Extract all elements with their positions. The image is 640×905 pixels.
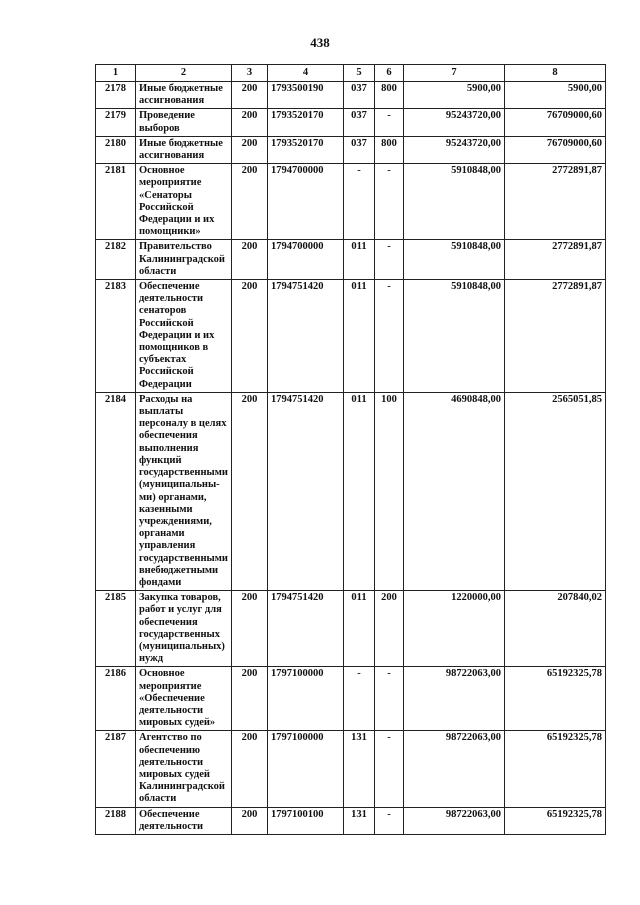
amount-approved-cell: 98722063,00 — [404, 667, 505, 731]
column-header: 8 — [505, 65, 606, 82]
section-code-cell: 200 — [232, 82, 268, 109]
target-article-cell: 1793520170 — [268, 136, 344, 163]
target-article-cell: 1794751420 — [268, 392, 344, 590]
table-row — [96, 82, 606, 109]
expense-type-cell: 200 — [375, 591, 404, 667]
target-article-cell: 1797100000 — [268, 731, 344, 807]
amount-executed-cell: 76709000,60 — [505, 136, 606, 163]
table-row — [96, 731, 606, 807]
ministry-code-cell: 037 — [344, 109, 375, 136]
section-code-cell: 200 — [232, 240, 268, 280]
amount-executed-cell: 2772891,87 — [505, 280, 606, 393]
table-row — [96, 240, 606, 280]
expense-type-cell: 100 — [375, 392, 404, 590]
amount-executed-cell: 2772891,87 — [505, 164, 606, 240]
expense-type-cell: 800 — [375, 82, 404, 109]
table-row — [96, 392, 606, 590]
description-cell: Основное мероприятие «Обеспечение деятельности мировых судей» — [136, 667, 232, 731]
row-number-cell: 2181 — [96, 164, 136, 240]
table-row — [96, 591, 606, 667]
amount-approved-cell: 1220000,00 — [404, 591, 505, 667]
column-header: 1 — [96, 65, 136, 82]
row-number-cell: 2186 — [96, 667, 136, 731]
description-cell: Обеспечение деятельности сенаторов Российской Федерации и их помощников в субъектах Российской Федерации — [136, 280, 232, 393]
amount-approved-cell: 98722063,00 — [404, 807, 505, 834]
expense-type-cell: - — [375, 280, 404, 393]
amount-approved-cell: 5910848,00 — [404, 164, 505, 240]
description-cell: Обеспечение деятельности — [136, 807, 232, 834]
amount-approved-cell: 98722063,00 — [404, 731, 505, 807]
row-number-cell: 2188 — [96, 807, 136, 834]
ministry-code-cell: 131 — [344, 807, 375, 834]
amount-executed-cell: 65192325,78 — [505, 667, 606, 731]
amount-approved-cell: 5900,00 — [404, 82, 505, 109]
expense-type-cell: - — [375, 240, 404, 280]
amount-approved-cell: 95243720,00 — [404, 136, 505, 163]
budget-table — [95, 64, 606, 835]
target-article-cell: 1794751420 — [268, 280, 344, 393]
amount-executed-cell: 65192325,78 — [505, 807, 606, 834]
section-code-cell: 200 — [232, 280, 268, 393]
ministry-code-cell: 011 — [344, 591, 375, 667]
section-code-cell: 200 — [232, 731, 268, 807]
description-cell: Агентство по обеспечению деятельности мировых судей Калининградской области — [136, 731, 232, 807]
column-header: 6 — [375, 65, 404, 82]
ministry-code-cell: 131 — [344, 731, 375, 807]
target-article-cell: 1797100000 — [268, 667, 344, 731]
target-article-cell: 1797100100 — [268, 807, 344, 834]
section-code-cell: 200 — [232, 591, 268, 667]
description-cell: Иные бюджетные ассигнования — [136, 136, 232, 163]
section-code-cell: 200 — [232, 109, 268, 136]
column-header: 5 — [344, 65, 375, 82]
amount-executed-cell: 2772891,87 — [505, 240, 606, 280]
amount-executed-cell: 2565051,85 — [505, 392, 606, 590]
ministry-code-cell: 011 — [344, 280, 375, 393]
section-code-cell: 200 — [232, 136, 268, 163]
expense-type-cell: - — [375, 164, 404, 240]
amount-approved-cell: 95243720,00 — [404, 109, 505, 136]
ministry-code-cell: 037 — [344, 136, 375, 163]
ministry-code-cell: - — [344, 667, 375, 731]
description-cell: Закупка товаров, работ и услуг для обеспечения государственных (муниципальных) нужд — [136, 591, 232, 667]
section-code-cell: 200 — [232, 392, 268, 590]
row-number-cell: 2184 — [96, 392, 136, 590]
column-header: 2 — [136, 65, 232, 82]
table-body — [96, 82, 606, 835]
target-article-cell: 1794700000 — [268, 240, 344, 280]
expense-type-cell: 800 — [375, 136, 404, 163]
target-article-cell: 1794751420 — [268, 591, 344, 667]
description-cell: Иные бюджетные ассигнования — [136, 82, 232, 109]
table-header-row — [96, 65, 606, 82]
row-number-cell: 2180 — [96, 136, 136, 163]
row-number-cell: 2178 — [96, 82, 136, 109]
table-row — [96, 807, 606, 834]
row-number-cell: 2183 — [96, 280, 136, 393]
ministry-code-cell: 037 — [344, 82, 375, 109]
expense-type-cell: - — [375, 667, 404, 731]
table-row — [96, 109, 606, 136]
table-row — [96, 136, 606, 163]
table-row — [96, 667, 606, 731]
amount-executed-cell: 65192325,78 — [505, 731, 606, 807]
expense-type-cell: - — [375, 109, 404, 136]
section-code-cell: 200 — [232, 164, 268, 240]
ministry-code-cell: 011 — [344, 240, 375, 280]
amount-approved-cell: 4690848,00 — [404, 392, 505, 590]
amount-executed-cell: 76709000,60 — [505, 109, 606, 136]
section-code-cell: 200 — [232, 667, 268, 731]
ministry-code-cell: 011 — [344, 392, 375, 590]
column-header: 4 — [268, 65, 344, 82]
amount-executed-cell: 5900,00 — [505, 82, 606, 109]
section-code-cell: 200 — [232, 807, 268, 834]
amount-approved-cell: 5910848,00 — [404, 280, 505, 393]
row-number-cell: 2187 — [96, 731, 136, 807]
amount-approved-cell: 5910848,00 — [404, 240, 505, 280]
ministry-code-cell: - — [344, 164, 375, 240]
column-header: 3 — [232, 65, 268, 82]
target-article-cell: 1793520170 — [268, 109, 344, 136]
expense-type-cell: - — [375, 731, 404, 807]
target-article-cell: 1793500190 — [268, 82, 344, 109]
column-header: 7 — [404, 65, 505, 82]
description-cell: Основное мероприятие «Сенаторы Российской Федерации и их помощники» — [136, 164, 232, 240]
row-number-cell: 2185 — [96, 591, 136, 667]
target-article-cell: 1794700000 — [268, 164, 344, 240]
amount-executed-cell: 207840,02 — [505, 591, 606, 667]
description-cell: Расходы на выплаты персоналу в целях обеспечения выполнения функций государственными (муниципальны-ми) органами, казенными учреждениями, органами управления государственными внебюджетными фондами — [136, 392, 232, 590]
row-number-cell: 2179 — [96, 109, 136, 136]
table-row — [96, 280, 606, 393]
row-number-cell: 2182 — [96, 240, 136, 280]
description-cell: Проведение выборов — [136, 109, 232, 136]
table-row — [96, 164, 606, 240]
page-number: 438 — [310, 35, 330, 50]
expense-type-cell: - — [375, 807, 404, 834]
description-cell: Правительство Калининградской области — [136, 240, 232, 280]
